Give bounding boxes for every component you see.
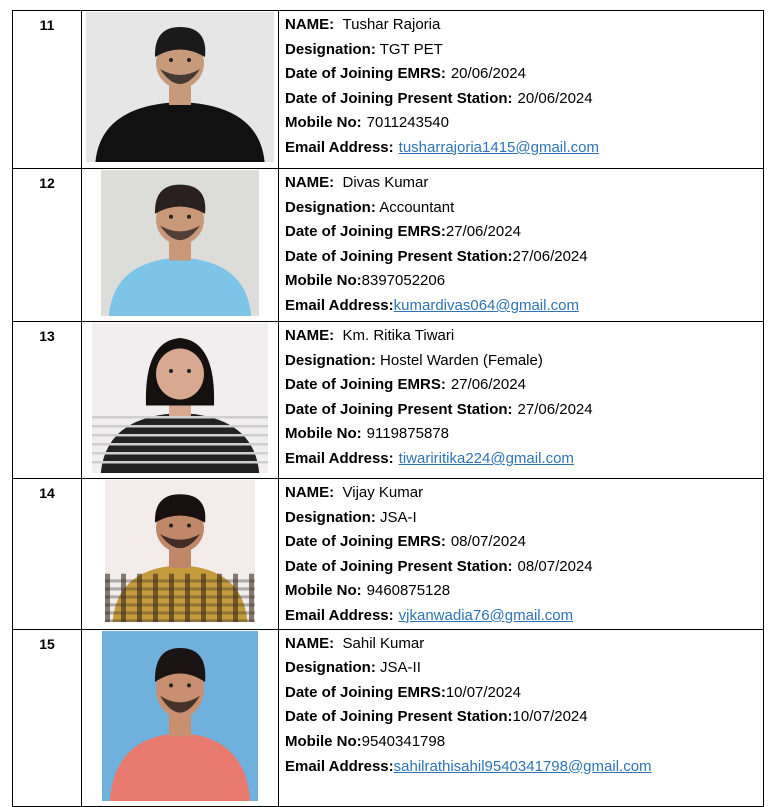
email-link[interactable]: vjkanwadia76@gmail.com [398, 606, 574, 624]
designation-value: Accountant [379, 198, 455, 216]
mobile-label: Mobile No: [285, 425, 362, 443]
name-value: Km. Ritika Tiwari [342, 327, 455, 344]
photo-cell [82, 11, 279, 169]
mobile-line [285, 730, 763, 755]
name-label: NAME: [285, 484, 335, 501]
name-label: NAME: [285, 634, 335, 652]
email-label: Email Address: [285, 296, 394, 314]
mobile-value: 9540341798 [361, 732, 446, 750]
designation-value: JSA-I [380, 508, 417, 526]
doj-station-value: 08/07/2024 [517, 557, 593, 575]
mobile-line [285, 111, 763, 136]
doj-emrs-line [285, 681, 763, 706]
designation-label: Designation: [285, 351, 376, 369]
name-label: NAME: [285, 16, 335, 33]
doj-emrs-label: Date of Joining EMRS: [285, 683, 446, 701]
doj-station-value: 27/06/2024 [517, 400, 593, 418]
doj-emrs-value: 08/07/2024 [450, 533, 526, 551]
mobile-label: Mobile No: [285, 114, 362, 132]
doj-emrs-value: 20/06/2024 [450, 65, 526, 83]
photo-cell [82, 322, 279, 479]
designation-label: Designation: [285, 198, 376, 216]
designation-label: Designation: [285, 659, 376, 677]
details-cell [279, 479, 764, 630]
designation-label: Designation: [285, 508, 376, 526]
mobile-line [285, 422, 763, 447]
email-link[interactable]: kumardivas064@gmail.com [393, 296, 579, 314]
staff-photo [105, 480, 255, 622]
staff-row [13, 322, 764, 479]
serial-number: 12 [13, 169, 82, 322]
serial-number: 14 [13, 479, 82, 630]
email-line [285, 136, 763, 161]
doj-emrs-label: Date of Joining EMRS: [285, 65, 446, 83]
email-link[interactable]: tiwariritika224@gmail.com [398, 449, 574, 467]
doj-station-line [285, 398, 763, 423]
portrait-figure [101, 170, 259, 316]
details-cell [279, 169, 764, 322]
email-line [285, 604, 763, 629]
doj-emrs-line [285, 62, 763, 87]
designation-line [285, 506, 763, 531]
designation-value: JSA-II [380, 659, 421, 677]
photo-cell [82, 479, 279, 630]
staff-row [13, 479, 764, 630]
doj-station-value: 10/07/2024 [512, 708, 588, 726]
photo-cell [82, 629, 279, 806]
staff-row [13, 11, 764, 169]
doj-station-line [285, 245, 763, 270]
mobile-value: 9460875128 [366, 582, 451, 600]
mobile-value: 7011243540 [366, 114, 449, 132]
mobile-value: 9119875878 [366, 425, 449, 443]
designation-value: Hostel Warden (Female) [380, 351, 543, 369]
designation-line [285, 38, 763, 63]
doj-station-value: 20/06/2024 [517, 89, 593, 107]
name-line [285, 481, 763, 506]
name-label: NAME: [285, 327, 335, 344]
designation-label: Designation: [285, 40, 376, 58]
mobile-line [285, 579, 763, 604]
serial-number: 11 [13, 11, 82, 169]
email-line [285, 755, 763, 780]
details-cell [279, 322, 764, 479]
staff-row [13, 169, 764, 322]
doj-emrs-line [285, 220, 763, 245]
name-line [285, 13, 763, 38]
doj-station-line [285, 705, 763, 730]
designation-line [285, 656, 763, 681]
doj-emrs-value: 27/06/2024 [445, 223, 521, 241]
staff-photo [101, 170, 259, 316]
email-link[interactable]: sahilrathisahil9540341798@gmail.com [393, 757, 652, 775]
serial-number: 15 [13, 629, 82, 806]
doj-emrs-value: 27/06/2024 [450, 376, 526, 394]
doj-emrs-value: 10/07/2024 [445, 683, 521, 701]
designation-line [285, 349, 763, 374]
designation-line [285, 196, 763, 221]
staff-row [13, 629, 764, 806]
doj-emrs-line [285, 373, 763, 398]
email-link[interactable]: tusharrajoria1415@gmail.com [398, 138, 599, 156]
portrait-figure [105, 480, 255, 622]
email-line [285, 294, 763, 319]
details-cell [279, 11, 764, 169]
email-label: Email Address: [285, 606, 394, 624]
serial-number: 13 [13, 322, 82, 479]
name-value: Tushar Rajoria [342, 16, 441, 33]
doj-station-line [285, 87, 763, 112]
mobile-label: Mobile No: [285, 272, 362, 290]
name-value: Divas Kumar [342, 174, 429, 191]
portrait-figure [86, 12, 274, 162]
staff-table [12, 10, 764, 807]
email-label: Email Address: [285, 138, 394, 156]
staff-photo [86, 12, 274, 162]
doj-station-value: 27/06/2024 [512, 247, 588, 265]
name-line [285, 324, 763, 349]
doj-station-label: Date of Joining Present Station: [285, 557, 513, 575]
mobile-line [285, 269, 763, 294]
name-label: NAME: [285, 174, 335, 191]
name-value: Sahil Kumar [342, 634, 425, 652]
email-label: Email Address: [285, 449, 394, 467]
doj-station-label: Date of Joining Present Station: [285, 708, 513, 726]
staff-photo [102, 631, 258, 801]
mobile-label: Mobile No: [285, 732, 362, 750]
name-value: Vijay Kumar [342, 484, 424, 501]
doj-emrs-line [285, 530, 763, 555]
mobile-label: Mobile No: [285, 582, 362, 600]
doj-emrs-label: Date of Joining EMRS: [285, 223, 446, 241]
staff-photo [92, 323, 268, 473]
doj-station-line [285, 555, 763, 580]
portrait-figure [92, 323, 268, 473]
name-line [285, 171, 763, 196]
email-label: Email Address: [285, 757, 394, 775]
name-line [285, 632, 763, 657]
designation-value: TGT PET [379, 40, 443, 58]
doj-emrs-label: Date of Joining EMRS: [285, 376, 446, 394]
portrait-figure [102, 631, 258, 801]
doj-station-label: Date of Joining Present Station: [285, 400, 513, 418]
photo-cell [82, 169, 279, 322]
doj-station-label: Date of Joining Present Station: [285, 247, 513, 265]
email-line [285, 447, 763, 472]
mobile-value: 8397052206 [361, 272, 446, 290]
details-cell [279, 629, 764, 806]
doj-emrs-label: Date of Joining EMRS: [285, 533, 446, 551]
doj-station-label: Date of Joining Present Station: [285, 89, 513, 107]
